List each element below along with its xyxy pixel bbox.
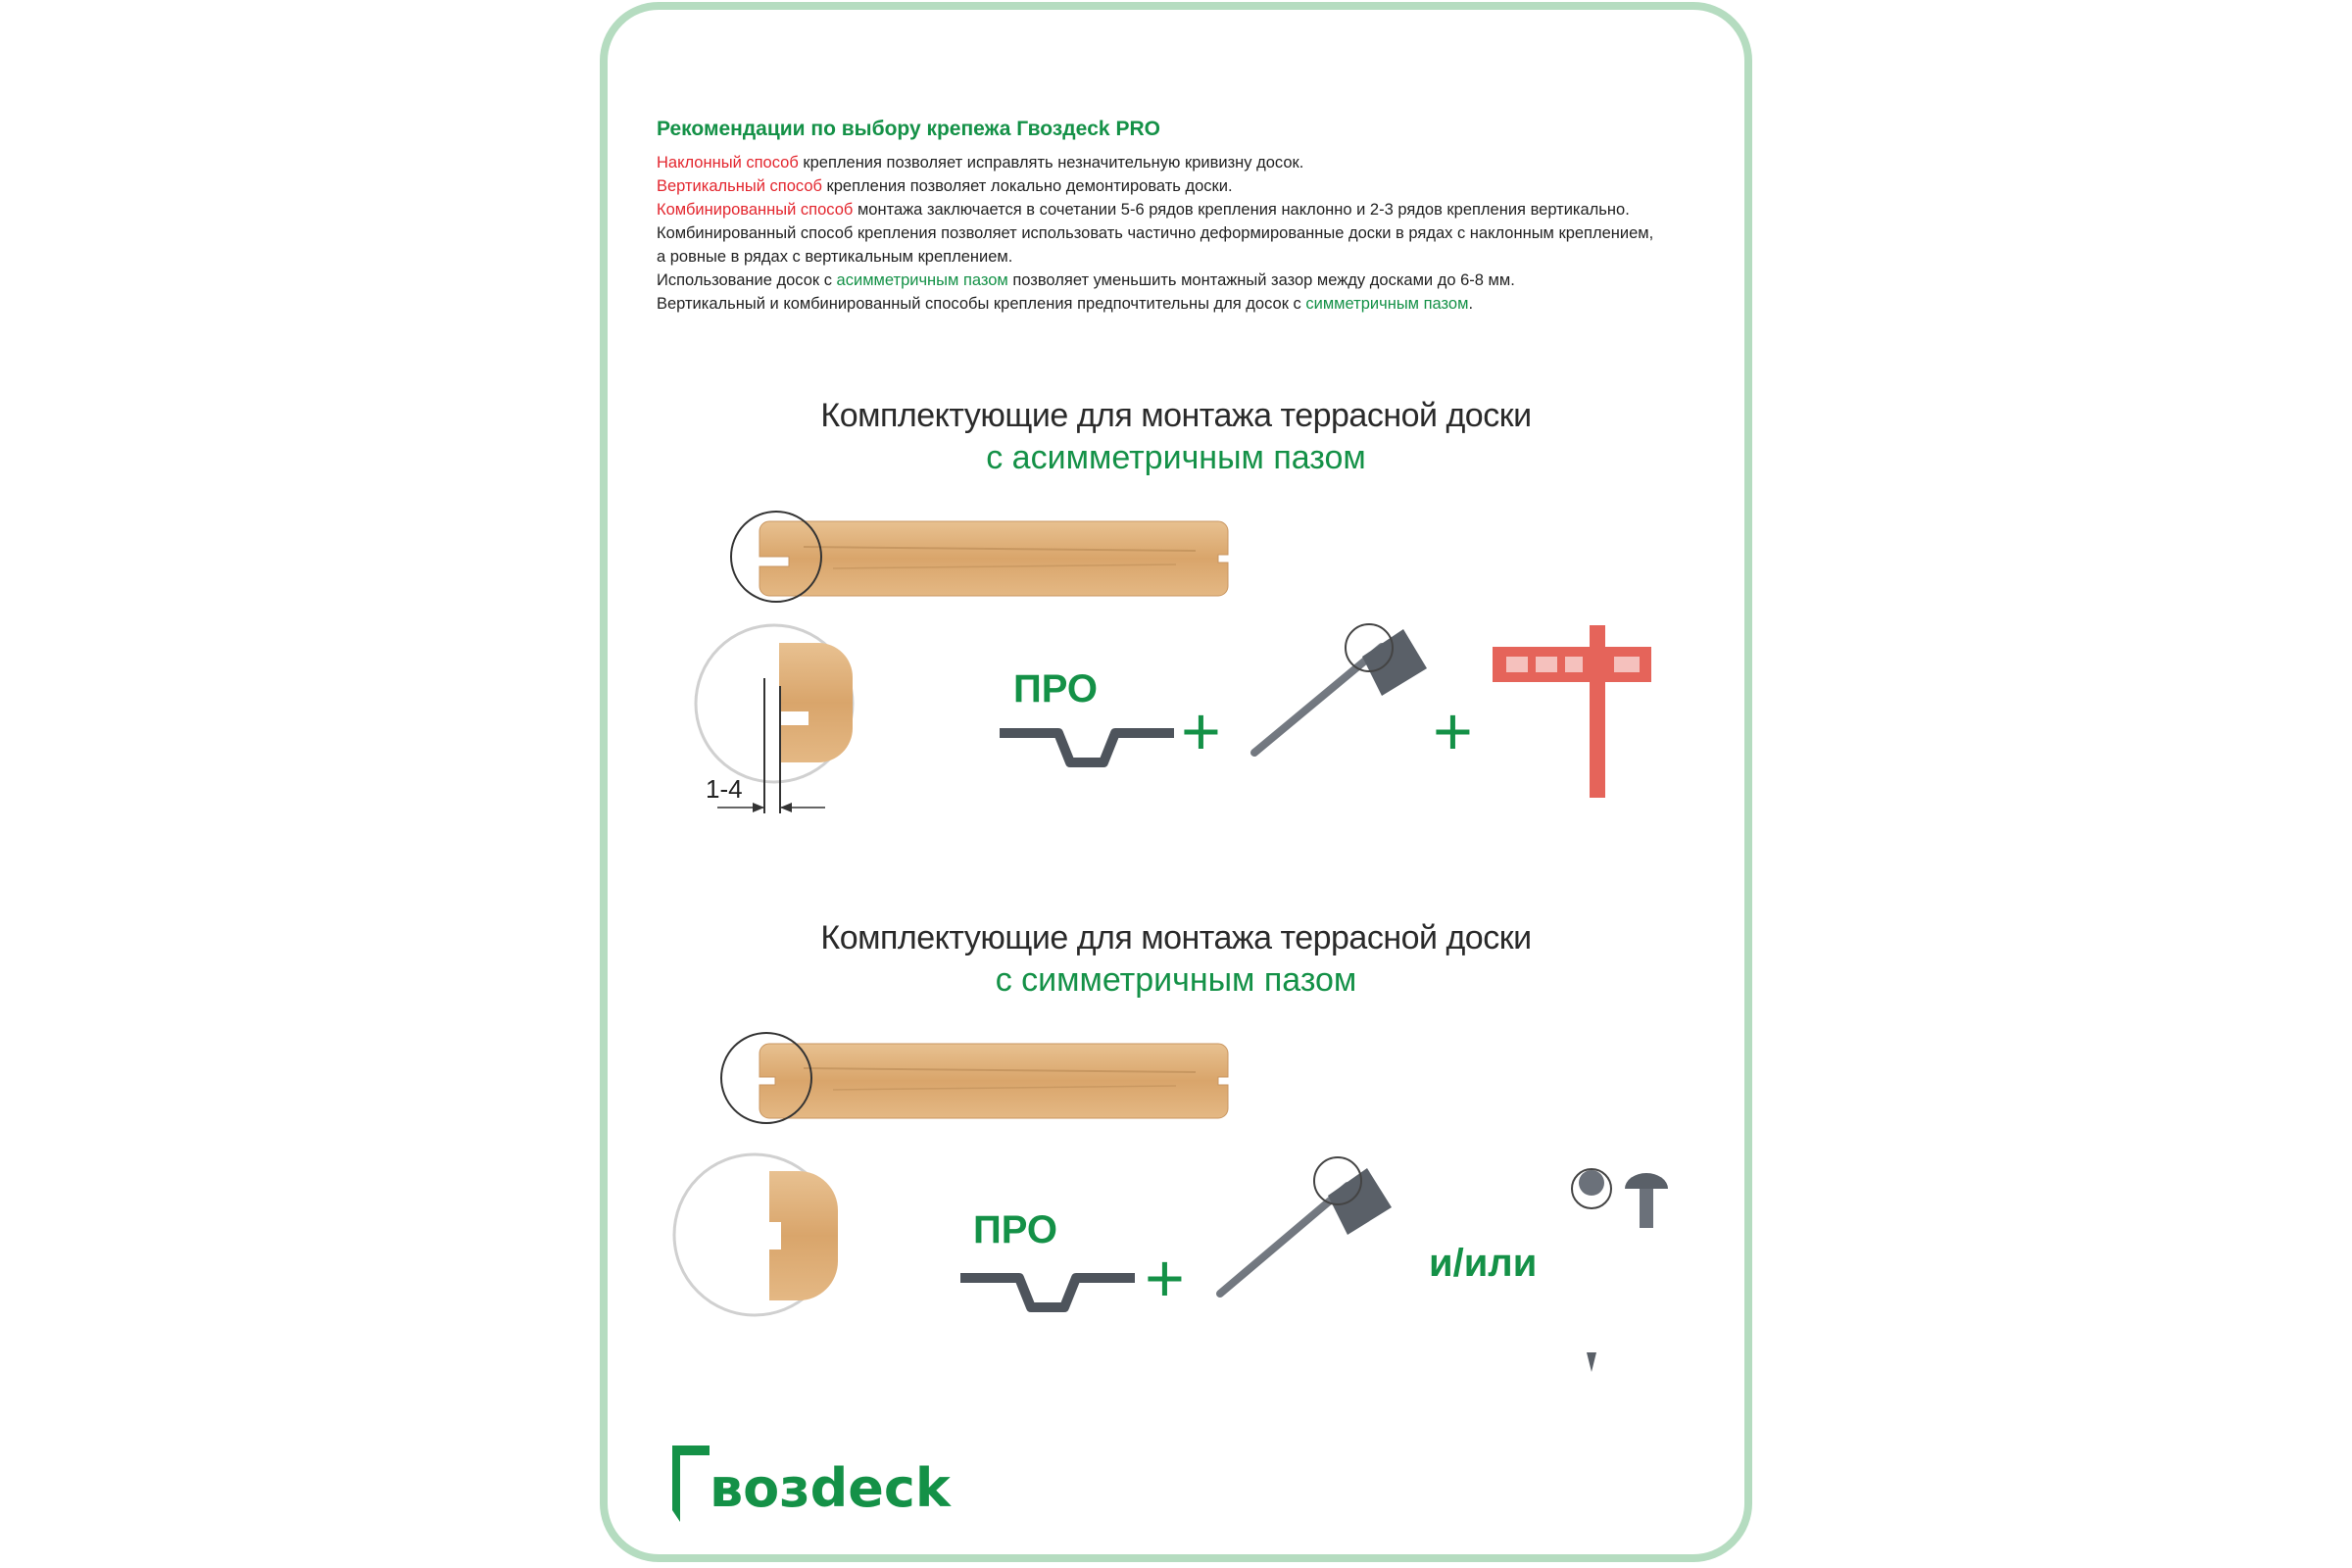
asym-clip-label: ПРО bbox=[1013, 667, 1099, 710]
rec-line-vertical: Вертикальный способ крепления позволяет локально демонтировать доски. bbox=[657, 177, 1233, 195]
rec-line-inclined: Наклонный способ крепления позволяет исправлять незначительную кривизну досок. bbox=[657, 154, 1304, 172]
rec-line-combined-use-2: а ровные в рядах с вертикальным креплением. bbox=[657, 248, 1013, 266]
section-asym-title: Комплектующие для монтажа террасной доски bbox=[820, 397, 1532, 434]
logo-text: возdeck bbox=[710, 1457, 951, 1519]
plus-sign: + bbox=[1433, 693, 1473, 769]
section-sym-subtitle: с симметричным пазом bbox=[995, 961, 1357, 999]
nail-icon bbox=[1572, 1169, 1611, 1372]
rec-line-asym: Использование досок с асимметричным пазом позволяет уменьшить монтажный зазор между досками до 6-8 мм. bbox=[657, 271, 1515, 289]
rec-line-combined-use: Комбинированный способ крепления позволяет использовать частично деформированные доски в рядах с наклонным креплением, bbox=[657, 224, 1654, 242]
sym-groove-detail bbox=[674, 1154, 838, 1315]
rec-line-combined: Комбинированный способ монтажа заключается в сочетании 5-6 рядов крепления наклонно и 2-3 рядов крепления вертикально. bbox=[657, 201, 1630, 219]
plus-sign: + bbox=[1145, 1240, 1185, 1316]
sym-board-profile bbox=[760, 1044, 1228, 1118]
screw-icon bbox=[1220, 1157, 1392, 1294]
gap-label: 1-4 bbox=[706, 774, 743, 804]
rivet-icon bbox=[1625, 1173, 1668, 1228]
sym-clip-label: ПРО bbox=[973, 1208, 1058, 1251]
section-asym-subtitle: с асимметричным пазом bbox=[986, 439, 1366, 476]
asym-board-profile bbox=[760, 521, 1228, 596]
plus-sign: + bbox=[1181, 693, 1221, 769]
or-label: и/или bbox=[1429, 1242, 1538, 1285]
screw-icon bbox=[1254, 624, 1427, 753]
spacer-tool-icon bbox=[1493, 625, 1651, 798]
asym-groove-detail bbox=[696, 625, 853, 813]
brand-logo bbox=[664, 1436, 958, 1534]
page-card bbox=[600, 2, 1752, 1562]
rec-line-sym: Вертикальный и комбинированный способы крепления предпочтительны для досок с симметричным пазом. bbox=[657, 295, 1474, 313]
asym-clip-pro bbox=[1000, 667, 1174, 762]
sym-clip-pro bbox=[960, 1208, 1135, 1307]
illustrations bbox=[608, 10, 1744, 1558]
recommendations-heading: Рекомендации по выбору крепежа Гвоздeck PRO bbox=[657, 118, 1160, 140]
section-sym-title: Комплектующие для монтажа террасной доски bbox=[820, 919, 1532, 956]
